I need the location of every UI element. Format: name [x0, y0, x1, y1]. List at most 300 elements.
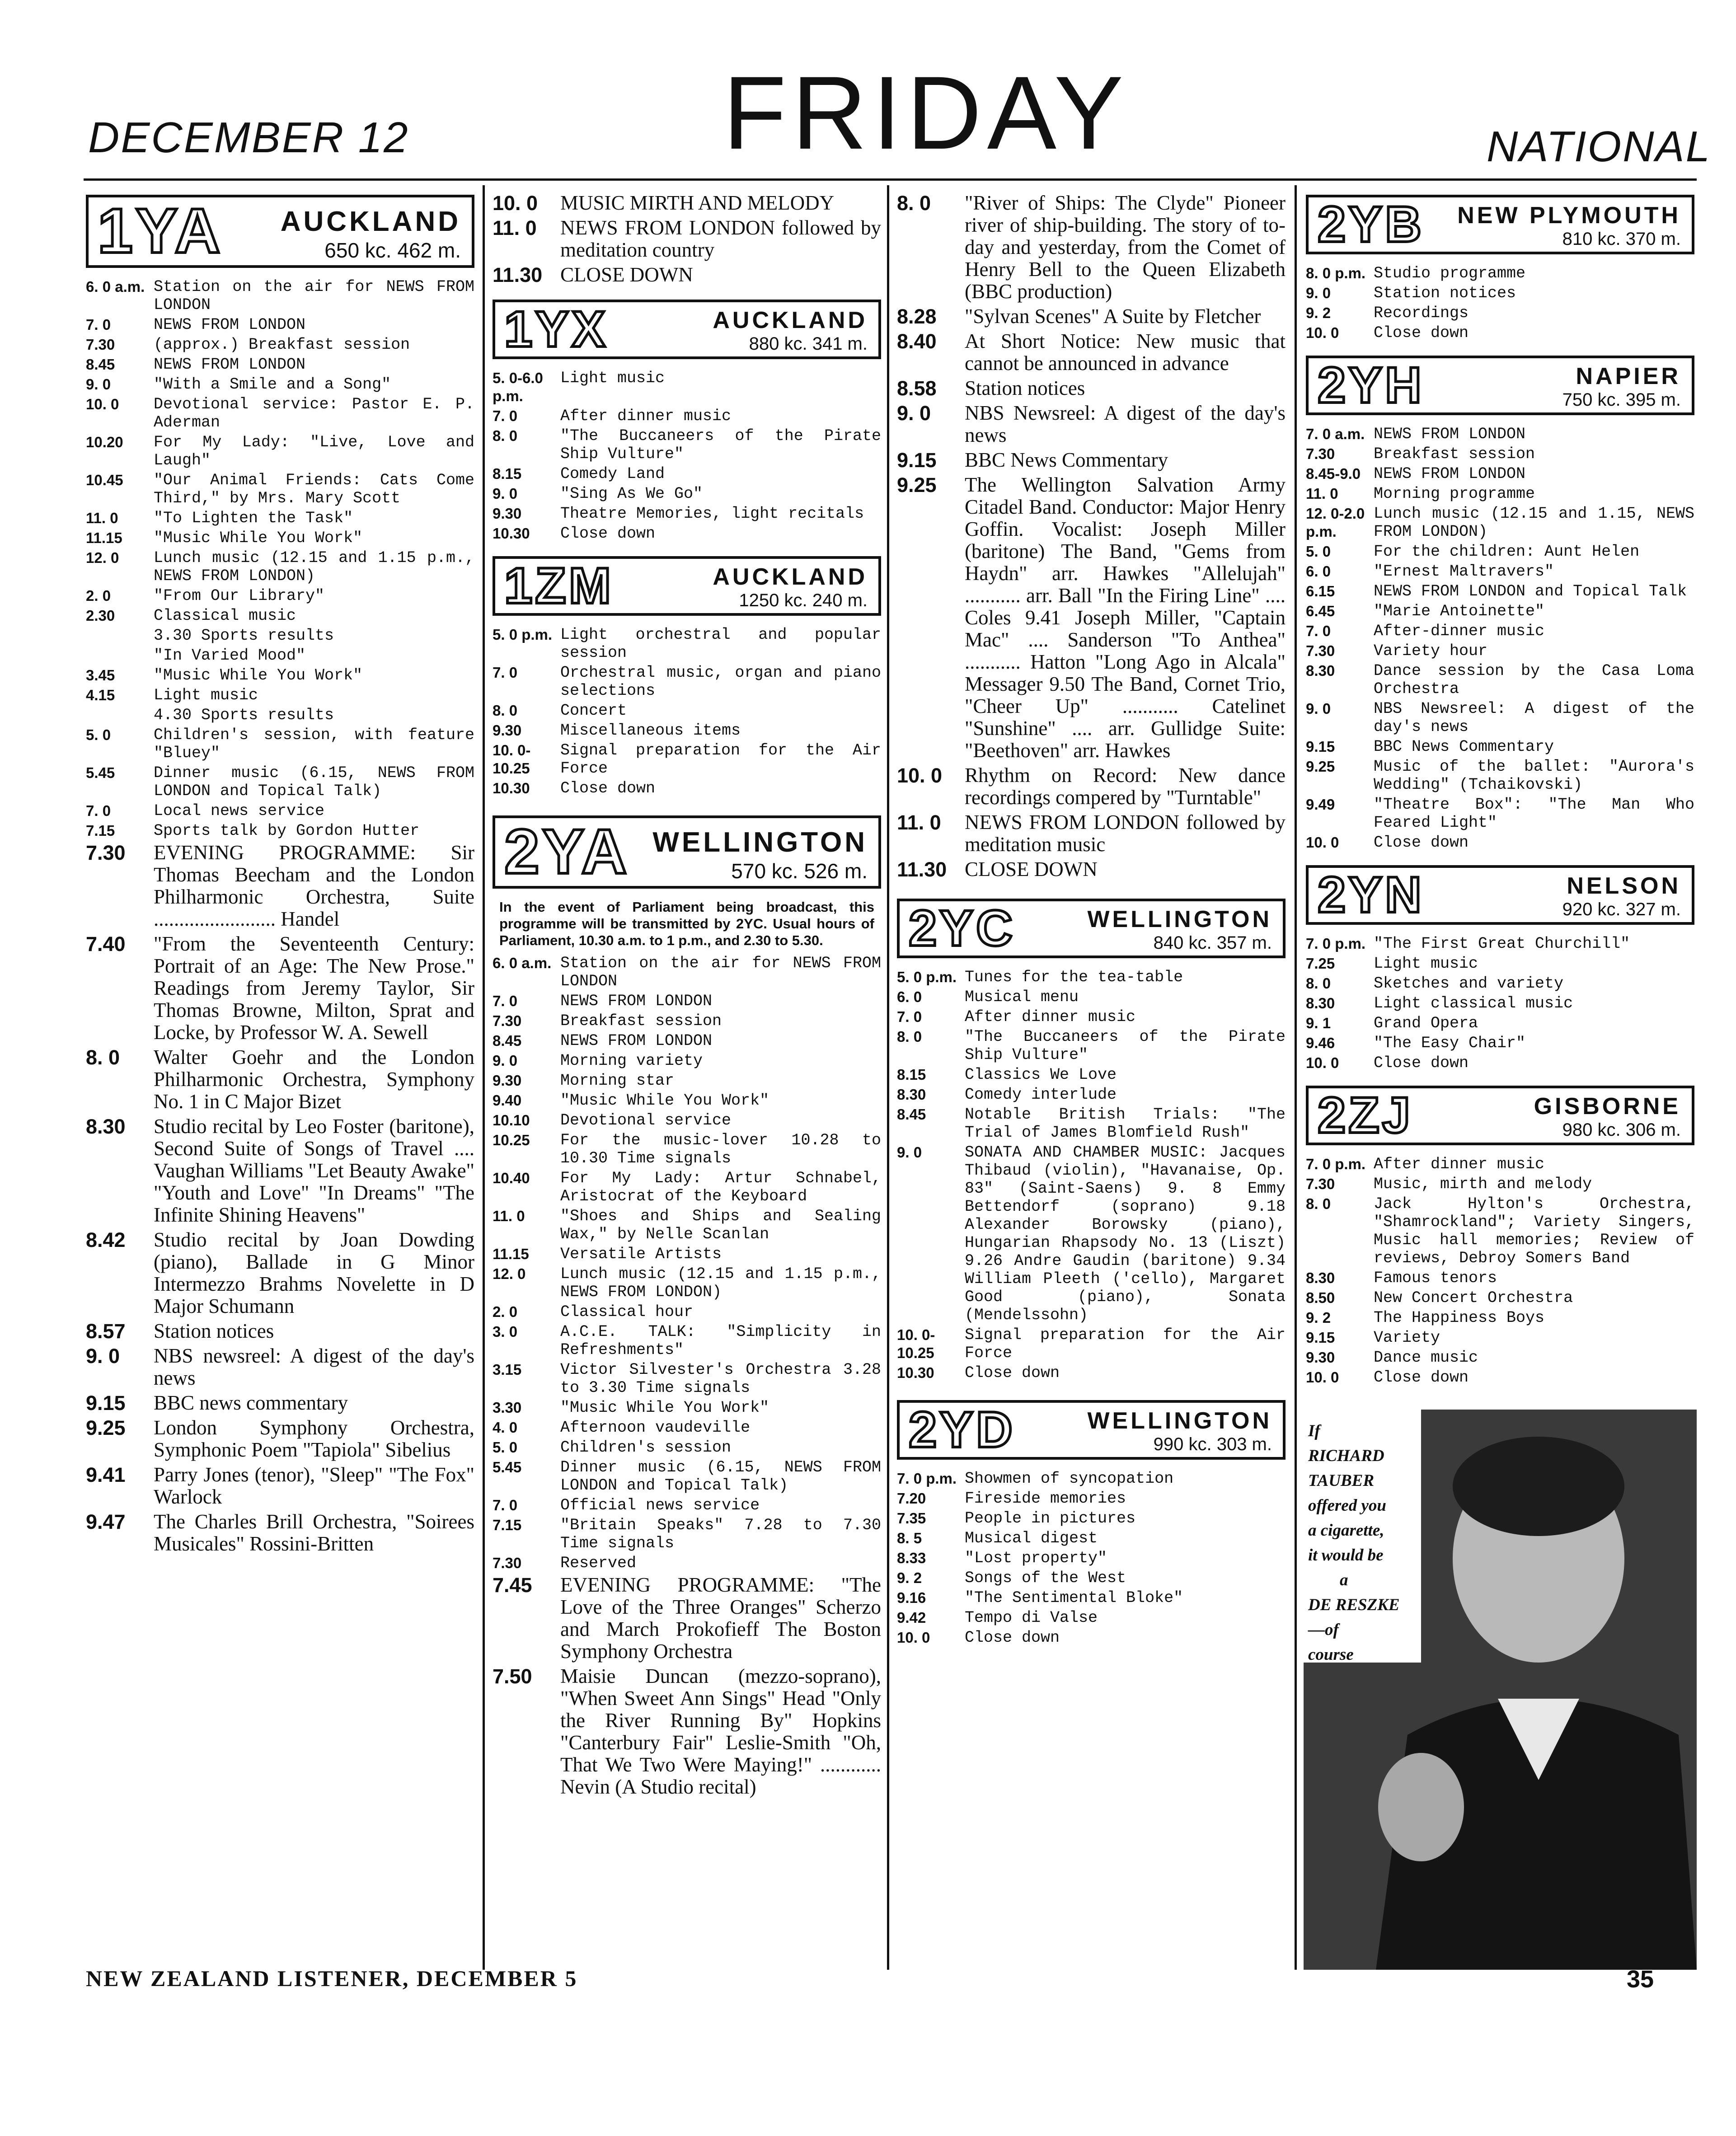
programme-entry: [86, 686, 474, 704]
programme-time: 9. 0: [897, 402, 931, 425]
station-header-2zj: [1306, 1086, 1694, 1145]
programme-time: 10.30: [493, 525, 530, 542]
programme-time: 9. 0: [493, 1052, 518, 1069]
programme-entry: [86, 726, 474, 762]
programme-entry: [1306, 622, 1694, 640]
programme-entry: [493, 1438, 881, 1457]
schedule-2ya: [493, 954, 881, 1572]
programme-title: Rhythm on Record: New dance recordings compered by "Turntable": [965, 764, 1286, 809]
column-3: [897, 192, 1286, 1649]
schedule-2yn: [1306, 935, 1694, 1072]
programme-entry: [86, 1320, 474, 1342]
programme-time: 7.30: [86, 841, 126, 864]
programme-title: (approx.) Breakfast session: [154, 336, 410, 354]
programme-entry: [1306, 304, 1694, 322]
programme-entry: [86, 627, 474, 645]
programme-time: 8.45: [897, 1106, 926, 1123]
programme-title: The Charles Brill Orchestra, "Soirees Musicales" Rossini-Britten: [154, 1510, 474, 1555]
programme-time: 8. 0: [1306, 975, 1331, 992]
programme-title: MUSIC MIRTH AND MELODY: [560, 192, 835, 214]
programme-time: 6. 0: [897, 988, 922, 1005]
programme-time: 5. 0: [1306, 543, 1331, 560]
programme-entry: [897, 1364, 1286, 1382]
programme-time: 2. 0: [86, 587, 111, 604]
station-call: 1YA: [98, 195, 223, 266]
programme-entry: [86, 1046, 474, 1113]
programme-entry: [86, 509, 474, 527]
programme-title: Light music: [154, 686, 258, 704]
programme-entry: [1306, 1329, 1694, 1347]
programme-time: 11. 0: [493, 216, 537, 239]
programme-entry: [493, 1111, 881, 1129]
programme-time: 10. 0: [1306, 834, 1339, 851]
programme-entry: [86, 316, 474, 334]
programme-entry: [897, 377, 1286, 399]
de-reszke-advertisement: [1304, 1410, 1697, 1970]
programme-title: Signal preparation for the Air Force: [965, 1326, 1286, 1362]
programme-title: The Happiness Boys: [1374, 1309, 1545, 1327]
programme-title: Orchestral music, organ and piano selections: [560, 664, 881, 700]
programme-time: 6.45: [1306, 603, 1335, 619]
programme-entry: [1306, 485, 1694, 503]
programme-time: 10.25: [493, 1132, 530, 1148]
programme-title: Grand Opera: [1374, 1014, 1478, 1032]
programme-time: 9.40: [493, 1092, 522, 1109]
programme-title: NEWS FROM LONDON: [1374, 425, 1526, 443]
programme-time: 11.15: [493, 1246, 529, 1262]
programme-title: For My Lady: Artur Schnabel, Aristocrat of the Keyboard: [560, 1169, 881, 1205]
programme-time: 8. 0: [897, 192, 931, 215]
programme-time: 9.30: [493, 722, 522, 739]
ad-line: RICHARD: [1308, 1447, 1384, 1465]
programme-entry: [493, 1458, 881, 1494]
programme-time: 5. 0 p.m.: [897, 969, 957, 985]
programme-title: The Wellington Salvation Army Citadel Band. Conductor: Major Henry Goffin. Vocalist: Joseph Miller (baritone) The Band, "Gems from Haydn" arr. Hawkes "Allelujah" ........... arr. Ball "In the Firing Line" .... Coles 9.41 Joseph Miller, "Captain Mac" .... Sanderson "To Anthea" ........... Hatton "Long Ago in Alcala" Messager 9.50 The Band, Cornet Trio, "Cheer Up" ........... Catelinet "Sunshine" .... arr. Gullidge Suite: "Beethoven" arr. Hawkes: [965, 473, 1286, 762]
programme-title: NBS Newsreel: A digest of the day's news: [1374, 700, 1694, 736]
programme-time: 10. 0: [897, 764, 943, 787]
station-city: AUCKLAND: [713, 307, 868, 333]
programme-entry: [493, 1072, 881, 1090]
programme-time: 8.45-9.0: [1306, 465, 1361, 482]
schedule-1ya: [86, 278, 474, 840]
programme-time: 3.15: [493, 1361, 522, 1378]
programme-title: After-dinner music: [1374, 622, 1545, 640]
header-rule: [84, 178, 1697, 181]
programme-title: "Music While You Work": [154, 666, 363, 684]
programme-title: Close down: [560, 779, 656, 797]
programme-entry: [86, 764, 474, 800]
station-frequency: 990 kc. 303 m.: [1153, 1434, 1272, 1454]
programme-title: Station on the air for NEWS FROM LONDON: [560, 954, 881, 990]
programme-title: Jack Hylton's Orchestra, "Shamrockland"; Variety Singers, Music hall memories; Review of reviews, Debroy Somers Band: [1374, 1195, 1694, 1267]
programme-time: 7.30: [1306, 642, 1335, 659]
programme-time: 8. 0: [1306, 1195, 1331, 1212]
programme-entry: [493, 505, 881, 523]
programme-title: After dinner music: [965, 1008, 1136, 1026]
programme-entry: [897, 474, 1286, 762]
ad-line: DE RESZKE: [1308, 1596, 1400, 1614]
station-frequency: 750 kc. 395 m.: [1562, 390, 1681, 410]
programme-entry: [1306, 582, 1694, 600]
programme-title: Close down: [1374, 834, 1469, 852]
programme-time: [86, 646, 154, 665]
programme-entry: [493, 1516, 881, 1552]
programme-entry: [86, 607, 474, 625]
page-number: 35: [1627, 1966, 1654, 1993]
programme-time: 8.30: [1306, 662, 1335, 679]
programme-title: Comedy Land: [560, 465, 665, 483]
programme-entry: [1306, 264, 1694, 282]
programme-time: 9.15: [897, 449, 937, 472]
programme-title: Notable British Trials: "The Trial of James Blomfield Rush": [965, 1105, 1286, 1142]
programme-time: 7. 0: [493, 408, 518, 424]
programme-time: 11. 0: [493, 1208, 525, 1224]
programme-entry: [897, 1326, 1286, 1362]
programme-title: BBC news commentary: [154, 1391, 348, 1414]
programme-title: Showmen of syncopation: [965, 1470, 1174, 1488]
programme-time: 8.40: [897, 330, 937, 353]
programme-title: NEWS FROM LONDON: [560, 992, 713, 1010]
programme-entry: [86, 1464, 474, 1508]
programme-entry: [493, 1245, 881, 1263]
programme-title: "Music While You Work": [560, 1091, 769, 1110]
programme-time: 7.20: [897, 1490, 926, 1507]
programme-time: 9.15: [1306, 738, 1335, 755]
ad-line: —of: [1308, 1621, 1339, 1639]
programme-entry: [493, 664, 881, 700]
programme-title: NEWS FROM LONDON: [1374, 465, 1526, 483]
programme-title: Close down: [1374, 1054, 1469, 1072]
programme-title: Station on the air for NEWS FROM LONDON: [154, 278, 474, 314]
programme-title: London Symphony Orchestra, Symphonic Poem "Tapiola" Sibelius: [154, 1416, 474, 1461]
programme-entry: [1306, 738, 1694, 756]
programme-entry: [86, 356, 474, 374]
page-date: DECEMBER 12: [88, 113, 409, 162]
programme-entry: [493, 702, 881, 720]
programme-time: 8. 0: [897, 1028, 922, 1045]
programme-time: 9. 0: [86, 376, 111, 393]
programme-time: 8. 0: [493, 427, 518, 444]
programme-time: 7. 0: [1306, 623, 1331, 639]
programme-title: Lunch music (12.15 and 1.15, NEWS FROM LONDON): [1374, 505, 1694, 541]
programme-time: 9.30: [1306, 1349, 1335, 1366]
programme-time: 5. 0: [86, 726, 111, 743]
programme-entry: [1306, 974, 1694, 993]
programme-title: Signal preparation for the Air Force: [560, 741, 881, 778]
programme-entry: [1306, 505, 1694, 541]
programme-time: 8.15: [897, 1066, 926, 1083]
programme-title: Songs of the West: [965, 1569, 1126, 1587]
programme-entry: [1306, 955, 1694, 973]
programme-title: Station notices: [1374, 284, 1516, 302]
programme-entry: [1306, 700, 1694, 736]
programme-time: 9.15: [86, 1391, 126, 1415]
programme-time: 9. 0: [897, 1144, 922, 1161]
programme-time: 9.30: [493, 505, 522, 522]
programme-title: Tempo di Valse: [965, 1609, 1098, 1627]
programme-title: After dinner music: [1374, 1155, 1545, 1173]
programme-title: Close down: [1374, 1368, 1469, 1387]
programme-title: Reserved: [560, 1554, 637, 1572]
programme-entry: [1306, 1289, 1694, 1307]
programme-time: 3.45: [86, 667, 115, 684]
programme-time: 7. 0 p.m.: [1306, 1156, 1366, 1172]
programme-entry: [1306, 1368, 1694, 1387]
programme-time: 8.30: [86, 1115, 126, 1138]
programme-time: 11. 0: [86, 510, 118, 526]
programme-title: "The Sentimental Bloke": [965, 1589, 1183, 1607]
programme-entry: [86, 1511, 474, 1555]
programme-entry: [897, 1549, 1286, 1567]
programme-time: 7.30: [1306, 445, 1335, 462]
programme-entry: [493, 992, 881, 1010]
programme-entry: [897, 988, 1286, 1006]
programme-title: "Marie Antoinette": [1374, 602, 1545, 620]
programme-time: 5. 0-6.0 p.m.: [493, 370, 543, 404]
programme-time: 7.30: [493, 1012, 522, 1029]
programme-entry: [897, 1589, 1286, 1607]
programme-title: Lunch music (12.15 and 1.15 p.m., NEWS FROM LONDON): [154, 549, 474, 585]
programme-title: NEWS FROM LONDON followed by meditation country: [560, 216, 881, 261]
programme-entry: [493, 1665, 881, 1798]
programme-time: 12. 0: [86, 549, 119, 566]
programme-entry: [1306, 935, 1694, 953]
programme-title: "Music While You Work": [154, 529, 363, 547]
ad-line: offered you: [1308, 1496, 1386, 1515]
ad-line: If: [1308, 1422, 1320, 1440]
programme-entry: [493, 1303, 881, 1321]
programme-entry: [493, 954, 881, 990]
programme-time: 8.45: [86, 356, 115, 373]
station-city: AUCKLAND: [713, 564, 868, 590]
programme-title: Classical music: [154, 607, 296, 625]
station-city: WELLINGTON: [1087, 1408, 1272, 1434]
column-1: [86, 192, 474, 1558]
programme-title: Official news service: [560, 1496, 760, 1514]
programme-entry: [1306, 425, 1694, 443]
ad-line: course: [1308, 1645, 1354, 1664]
programme-entry: [493, 1361, 881, 1397]
programme-entry: [493, 1265, 881, 1301]
programme-title: "The Easy Chair": [1374, 1034, 1526, 1052]
programme-title: NEWS FROM LONDON: [560, 1032, 713, 1050]
programme-time: 6.15: [1306, 583, 1335, 600]
programme-entry: [1306, 1034, 1694, 1052]
programme-title: BBC News Commentary: [965, 449, 1168, 471]
programme-entry: [493, 1131, 881, 1167]
column-divider: [483, 185, 485, 1970]
station-frequency: 650 kc. 462 m.: [324, 239, 461, 262]
programme-entry: [1306, 543, 1694, 561]
programme-time: 5.45: [493, 1459, 522, 1476]
programme-entry: [493, 1052, 881, 1070]
station-header-1zm: [493, 556, 881, 616]
programme-entry: [1306, 834, 1694, 852]
programme-title: Musical digest: [965, 1529, 1098, 1547]
station-city: NELSON: [1567, 873, 1681, 899]
programme-time: 3.30: [493, 1399, 522, 1416]
programme-entry: [493, 1091, 881, 1110]
programme-title: Breakfast session: [1374, 445, 1535, 463]
programme-entry: [86, 1392, 474, 1414]
programme-time: 9.41: [86, 1463, 126, 1486]
programme-entry: [1306, 445, 1694, 463]
programme-time: 10.20: [86, 434, 123, 450]
programme-entry: [86, 336, 474, 354]
programme-title: Light music: [1374, 955, 1478, 973]
station-header-1yx: [493, 300, 881, 359]
programme-entry: [493, 721, 881, 740]
schedule-1ya-late: [493, 192, 881, 286]
programme-title: Close down: [560, 525, 656, 543]
programme-time: 7.45: [493, 1574, 532, 1597]
programme-time: 11. 0: [1306, 485, 1338, 502]
programme-entry: [897, 1529, 1286, 1547]
programme-title: Children's session, with feature "Bluey": [154, 726, 474, 762]
evening-1ya: [86, 842, 474, 1555]
programme-time: 9. 0: [1306, 700, 1331, 717]
programme-entry: [897, 1066, 1286, 1084]
programme-time: 10. 0: [493, 192, 538, 215]
programme-time: 9. 2: [897, 1569, 922, 1586]
programme-entry: [897, 1629, 1286, 1647]
programme-entry: [1306, 994, 1694, 1012]
programme-title: NEWS FROM LONDON: [154, 316, 306, 334]
station-header-2yb: [1306, 195, 1694, 254]
programme-entry: [1306, 1195, 1694, 1267]
programme-title: Walter Goehr and the London Philharmonic Orchestra, Symphony No. 1 in C Major Bizet: [154, 1046, 474, 1113]
programme-time: 7.15: [493, 1517, 522, 1533]
schedule-1zm: [493, 626, 881, 797]
station-call: 1ZM: [504, 557, 614, 614]
programme-title: Variety hour: [1374, 642, 1488, 660]
station-frequency: 840 kc. 357 m.: [1153, 933, 1272, 953]
programme-title: Classics We Love: [965, 1066, 1117, 1084]
programme-time: 12. 0-2.0 p.m.: [1306, 505, 1365, 540]
programme-title: Lunch music (12.15 and 1.15 p.m., NEWS FROM LONDON): [560, 1265, 881, 1301]
programme-title: Fireside memories: [965, 1490, 1126, 1508]
programme-entry: [86, 375, 474, 393]
ad-line: it would be: [1308, 1546, 1384, 1565]
programme-entry: [493, 1323, 881, 1359]
programme-time: 7.30: [86, 336, 115, 353]
programme-title: "Lost property": [965, 1549, 1107, 1567]
station-frequency: 570 kc. 526 m.: [731, 859, 868, 883]
network-label: NATIONAL: [1487, 122, 1711, 171]
ad-line: a: [1340, 1571, 1348, 1589]
programme-entry: [1306, 1155, 1694, 1173]
programme-title: Station notices: [154, 1320, 274, 1342]
column-divider: [887, 185, 889, 1970]
programme-entry: [1306, 1309, 1694, 1327]
programme-time: 8.28: [897, 305, 937, 328]
programme-time: 7. 0: [897, 1008, 922, 1025]
programme-time: 9.46: [1306, 1035, 1335, 1051]
programme-title: Children's session: [560, 1438, 732, 1457]
station-city: GISBORNE: [1534, 1093, 1681, 1120]
programme-title: Theatre Memories, light recitals: [560, 505, 864, 523]
programme-entry: [897, 402, 1286, 446]
column-2: [493, 192, 881, 1801]
programme-title: Maisie Duncan (mezzo-soprano), "When Sweet Ann Sings" Head "Only the River Running By" Hopkins "Canterbury Fair" Leslie-Smith "Oh, That We Two Were Maying!" ............ Nevin (A Studio recital): [560, 1665, 881, 1798]
programme-title: NEWS FROM LONDON: [154, 356, 306, 374]
programme-time: 9.25: [1306, 758, 1335, 775]
programme-time: 12. 0: [493, 1265, 526, 1282]
programme-entry: [897, 1490, 1286, 1508]
programme-time: 6. 0 a.m.: [86, 278, 145, 295]
programme-time: 7. 0: [493, 664, 518, 681]
programme-time: 9. 0: [86, 1344, 120, 1368]
programme-time: 7.25: [1306, 955, 1335, 972]
programme-entry: [897, 305, 1286, 328]
programme-title: Light classical music: [1374, 994, 1573, 1012]
programme-time: 8.50: [1306, 1289, 1335, 1306]
programme-time: 9.25: [897, 473, 937, 497]
programme-title: Dinner music (6.15, NEWS FROM LONDON and Topical Talk): [154, 764, 474, 800]
programme-entry: [1306, 796, 1694, 832]
programme-entry: [493, 525, 881, 543]
programme-title: Variety: [1374, 1329, 1440, 1347]
programme-entry: [493, 485, 881, 503]
programme-entry: [493, 465, 881, 483]
programme-time: 10. 0-10.25: [897, 1326, 935, 1361]
programme-time: 8.30: [897, 1086, 926, 1103]
station-call: 2YA: [504, 816, 630, 887]
programme-time: 2.30: [86, 607, 115, 624]
programme-entry: [86, 706, 474, 724]
station-header-2yd: [897, 1400, 1286, 1460]
programme-title: Close down: [965, 1629, 1060, 1647]
programme-title: "In Varied Mood": [154, 646, 306, 665]
station-frequency: 880 kc. 341 m.: [749, 334, 868, 354]
programme-title: Breakfast session: [560, 1012, 722, 1030]
programme-title: New Concert Orchestra: [1374, 1289, 1573, 1307]
programme-title: "Sylvan Scenes" A Suite by Fletcher: [965, 305, 1261, 328]
programme-title: For the music-lover 10.28 to 10.30 Time signals: [560, 1131, 881, 1167]
schedule-2zj: [1306, 1155, 1694, 1387]
station-city: AUCKLAND: [280, 206, 461, 237]
programme-time: 8.58: [897, 377, 937, 400]
programme-time: 9.30: [493, 1072, 522, 1089]
programme-time: 9. 1: [1306, 1015, 1331, 1031]
programme-title: "River of Ships: The Clyde" Pioneer river of ship-building. The story of to-day and yesterday, from the Comet of Henry Bell to the Queen Elizabeth (BBC production): [965, 192, 1286, 303]
programme-time: 8.15: [493, 465, 522, 482]
programme-title: NBS newsreel: A digest of the day's news: [154, 1344, 474, 1389]
programme-time: 9. 2: [1306, 304, 1331, 321]
ad-line: TAUBER: [1308, 1471, 1374, 1490]
programme-entry: [1306, 1014, 1694, 1032]
programme-entry: [1306, 642, 1694, 660]
programme-title: Light orchestral and popular session: [560, 626, 881, 662]
programme-title: "From the Seventeenth Century: Portrait of an Age: The New Prose." Readings from Jeremy Taylor, Sir Thomas Browne, Milton, Sprat and Locke, by Professor W. A. Sewell: [154, 932, 474, 1044]
programme-entry: [1306, 1054, 1694, 1072]
programme-time: 3. 0: [493, 1323, 518, 1340]
programme-time: 7. 0: [493, 993, 518, 1009]
programme-title: People in pictures: [965, 1509, 1136, 1527]
programme-title: Morning programme: [1374, 485, 1535, 503]
schedule-2yc: [897, 968, 1286, 1382]
programme-time: 9. 0: [1306, 285, 1331, 301]
programme-entry: [493, 217, 881, 261]
programme-entry: [1306, 1349, 1694, 1367]
programme-title: Devotional service: [560, 1111, 732, 1129]
schedule-2ya-cont: [897, 192, 1286, 881]
programme-title: Recordings: [1374, 304, 1469, 322]
programme-title: SONATA AND CHAMBER MUSIC: Jacques Thibaud (violin), "Havanaise, Op. 83" (Saint-Saens) 9. 8 Emmy Bettendorf (soprano) 9.18 Alexander Borowsky (piano), Hungarian Rhapsody No. 13 (Liszt) 9.26 Andre Gaudin (baritone) 9.34 William Pleeth ('cello), Margaret Good (piano), Sonata (Mendelssohn): [965, 1143, 1286, 1324]
programme-title: Dinner music (6.15, NEWS FROM LONDON and Topical Talk): [560, 1458, 881, 1494]
programme-time: 5. 0 p.m.: [493, 626, 553, 643]
programme-entry: [493, 626, 881, 662]
